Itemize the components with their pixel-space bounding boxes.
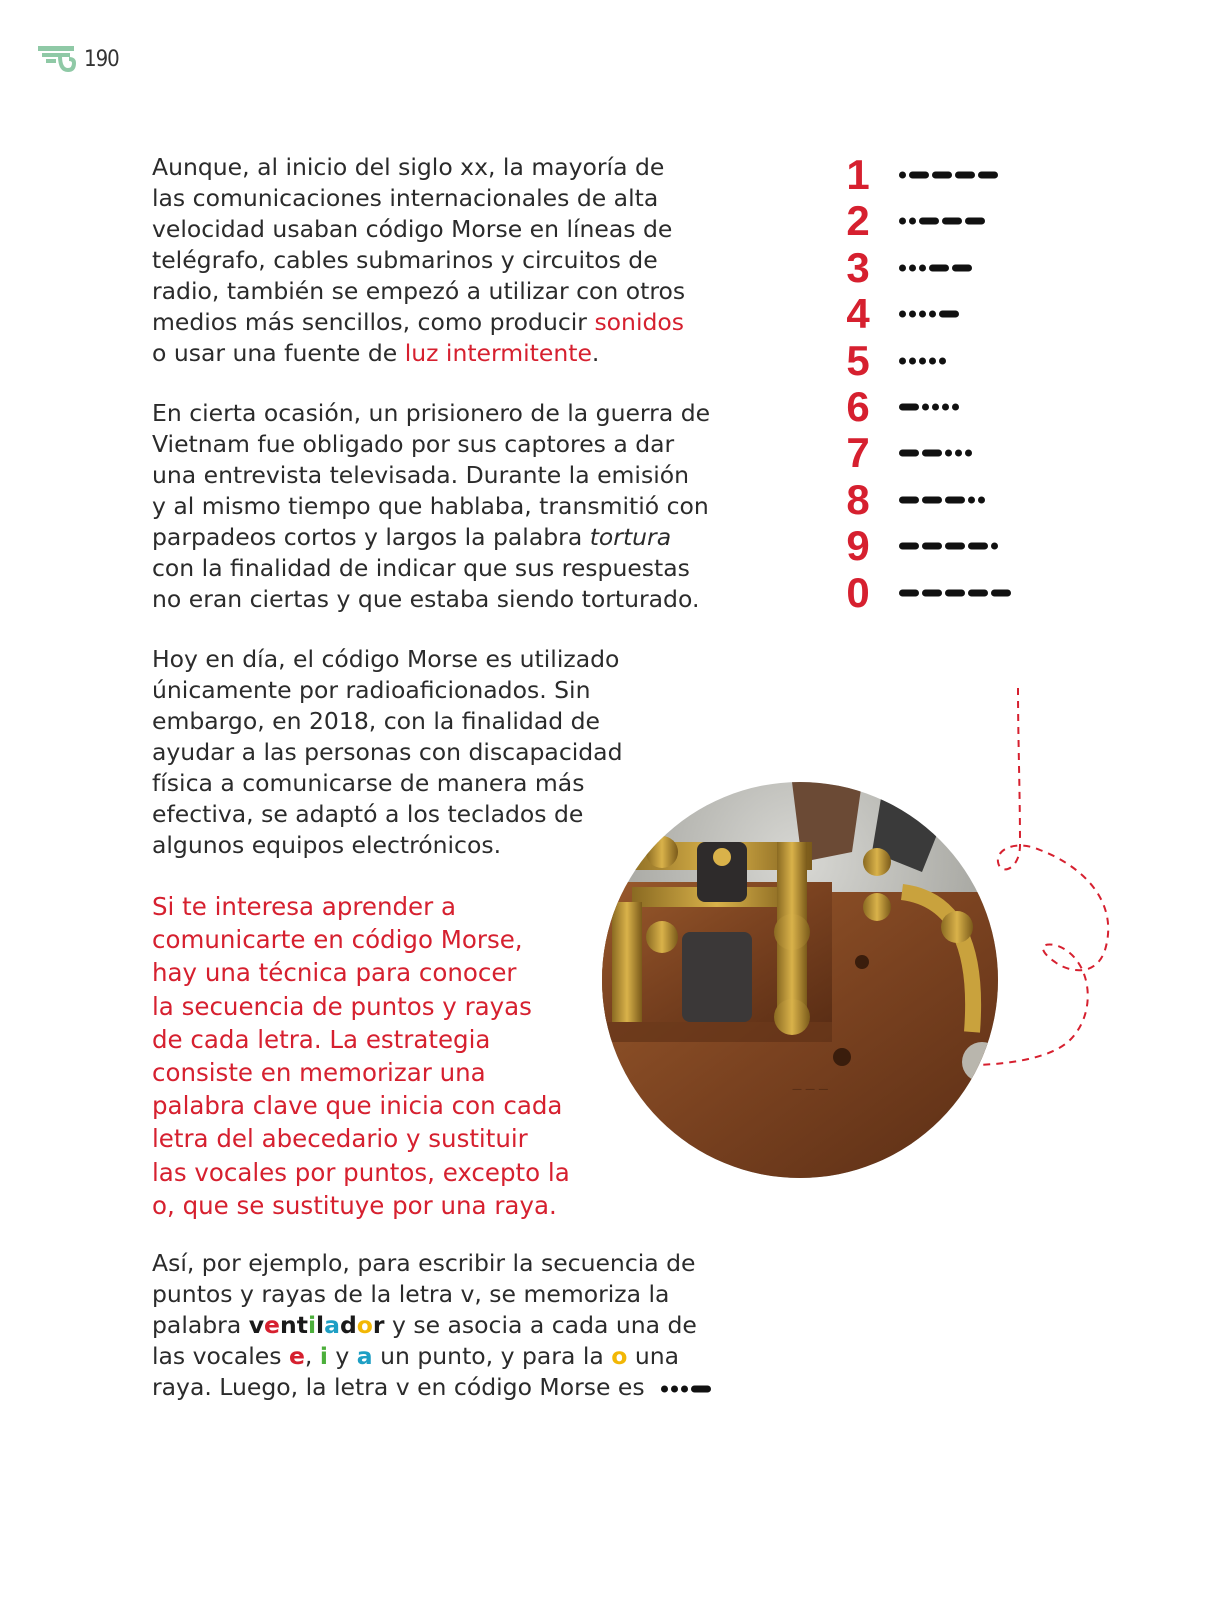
morse-dot	[929, 311, 936, 318]
keyword-letter: a	[324, 1311, 340, 1339]
intro-segment: luz intermitente	[404, 339, 592, 367]
morse-dash	[945, 496, 965, 503]
technique-line-2: comunicarte en código Morse,	[152, 925, 523, 955]
morse-dot	[671, 1385, 678, 1392]
technique-line-10: o, que se sustituye por una raya.	[152, 1190, 557, 1220]
paragraph-vietnam	[152, 398, 710, 615]
technique-line-9: las vocales por puntos, excepto la	[152, 1157, 570, 1187]
morse-dash	[929, 264, 949, 271]
technique-line-8: letra del abecedario y sustituir	[152, 1124, 528, 1154]
morse-digit: 2	[846, 197, 870, 245]
morse-dash	[691, 1385, 711, 1392]
morse-dash	[909, 172, 929, 179]
morse-dot	[952, 404, 959, 411]
morse-dash	[919, 218, 939, 225]
intro-line-3	[152, 214, 685, 245]
intro-line-1	[152, 152, 685, 183]
morse-digit: 7	[846, 429, 870, 477]
morse-dot	[681, 1385, 688, 1392]
keyword-letter: n	[279, 1311, 297, 1339]
morse-dash	[899, 496, 919, 503]
morse-dot	[909, 264, 916, 271]
morse-dot	[942, 404, 949, 411]
morse-dot	[991, 543, 998, 550]
morse-dash	[965, 218, 985, 225]
morse-dash	[899, 404, 919, 411]
technique-line-4: la secuencia de puntos y rayas	[152, 991, 532, 1021]
morse-number-row	[838, 523, 1058, 569]
morse-dash	[932, 172, 952, 179]
morse-code-digit-7	[898, 439, 975, 467]
morse-code-v	[660, 1382, 714, 1396]
morse-code-digit-0	[898, 579, 1014, 607]
keyword-letter: r	[372, 1311, 385, 1339]
paragraph-example	[152, 1248, 714, 1403]
today-line-6: efectiva, se adaptó a los teclados de	[152, 800, 584, 828]
morse-number-row	[838, 430, 1058, 476]
morse-code-digit-8	[898, 486, 988, 514]
morse-dash	[952, 264, 972, 271]
morse-dot	[929, 357, 936, 364]
vietnam-segment: tortura	[589, 523, 672, 551]
intro-segment: .	[591, 339, 600, 367]
morse-code-digit-5	[898, 347, 949, 375]
morse-dash	[939, 311, 959, 318]
morse-dot	[968, 496, 975, 503]
vietnam-segment: una entrevista televisada. Durante la emisión	[152, 461, 690, 489]
today-line-1: Hoy en día, el código Morse es utilizado	[152, 645, 620, 673]
technique-line-3: hay una técnica para conocer	[152, 958, 517, 988]
vietnam-segment: no eran ciertas y que estaba siendo torturado.	[152, 585, 700, 613]
intro-line-6	[152, 307, 685, 338]
morse-dot	[955, 450, 962, 457]
vietnam-line-7	[152, 584, 710, 615]
morse-digit: 5	[846, 336, 870, 384]
morse-code-digit-2	[898, 207, 988, 235]
keyword-letter: v	[248, 1311, 265, 1339]
vietnam-line-5	[152, 522, 710, 553]
morse-dash	[922, 496, 942, 503]
morse-dot	[899, 218, 906, 225]
morse-dash	[968, 589, 988, 596]
vietnam-segment: y al mismo tiempo que hablaba, transmitió con	[152, 492, 709, 520]
vietnam-line-2	[152, 429, 710, 460]
morse-dash	[922, 543, 942, 550]
intro-segment: radio, también se empezó a utilizar con otros	[152, 277, 686, 305]
example-line-2: puntos y rayas de la letra v, se memoriza la	[152, 1280, 670, 1308]
morse-dash	[945, 543, 965, 550]
morse-dash	[899, 589, 919, 596]
morse-dot	[919, 311, 926, 318]
morse-code-digit-3	[898, 254, 975, 282]
keyword-letter: e	[264, 1311, 280, 1339]
morse-dot	[945, 450, 952, 457]
morse-dash	[991, 589, 1011, 596]
svg-text:— — —: — — —	[792, 1084, 829, 1095]
keyword-letter: t	[296, 1311, 308, 1339]
morse-digit: 9	[846, 522, 870, 570]
intro-segment: Aunque, al inicio del siglo xx, la mayoría de	[152, 153, 665, 181]
intro-line-2	[152, 183, 685, 214]
vietnam-line-4	[152, 491, 710, 522]
vietnam-line-6	[152, 553, 710, 584]
morse-digit: 1	[846, 151, 870, 198]
vietnam-segment: Vietnam fue obligado por sus captores a dar	[152, 430, 675, 458]
vowel-i: i	[319, 1342, 328, 1370]
today-line-5: física a comunicarse de manera más	[152, 769, 585, 797]
morse-dot	[939, 357, 946, 364]
morse-code-digit-6	[898, 393, 962, 421]
morse-dot	[661, 1385, 668, 1392]
morse-dash	[899, 543, 919, 550]
intro-segment: o usar una fuente de	[152, 339, 405, 367]
vietnam-line-1	[152, 398, 710, 429]
morse-digit: 4	[846, 290, 870, 338]
today-line-4: ayudar a las personas con discapacidad	[152, 738, 623, 766]
vowel-o: o	[611, 1342, 628, 1370]
morse-dot	[899, 311, 906, 318]
section-logo-icon	[38, 44, 78, 74]
morse-dash	[955, 172, 975, 179]
morse-dot	[899, 264, 906, 271]
intro-line-5	[152, 276, 685, 307]
technique-line-1: Si te interesa aprender a	[152, 892, 457, 921]
intro-segment: medios más sencillos, como producir	[152, 308, 595, 336]
morse-dash	[978, 172, 998, 179]
morse-dot	[909, 311, 916, 318]
morse-dot	[909, 218, 916, 225]
keyword-letter: i	[307, 1311, 317, 1339]
vowel-a: a	[356, 1342, 373, 1370]
morse-dot	[899, 172, 906, 179]
morse-number-row	[838, 384, 1058, 430]
intro-segment: velocidad usaban código Morse en líneas de	[152, 215, 673, 243]
morse-dash	[968, 543, 988, 550]
morse-dash	[899, 450, 919, 457]
paragraph-today	[152, 644, 623, 861]
morse-code-digit-1	[898, 161, 1001, 189]
morse-digit: 0	[846, 568, 870, 616]
morse-number-row	[838, 152, 1058, 198]
intro-line-7	[152, 338, 685, 369]
morse-dot	[932, 404, 939, 411]
morse-number-row	[838, 245, 1058, 291]
today-line-7: algunos equipos electrónicos.	[152, 831, 502, 859]
vowel-e: e	[288, 1342, 305, 1370]
morse-dot	[909, 357, 916, 364]
technique-line-6: consiste en memorizar una	[152, 1058, 486, 1088]
morse-dot	[978, 496, 985, 503]
morse-number-row	[838, 570, 1058, 616]
vietnam-segment: con la finalidad de indicar que sus respuestas	[152, 554, 690, 582]
page-header	[38, 44, 119, 74]
morse-dot	[919, 357, 926, 364]
morse-dash	[922, 450, 942, 457]
morse-number-row	[838, 477, 1058, 523]
morse-dot	[919, 264, 926, 271]
vietnam-segment: parpadeos cortos y largos la palabra	[152, 523, 590, 551]
example-line-5: raya. Luego, la letra v en código Morse es	[152, 1372, 714, 1403]
keyword-letter: o	[356, 1311, 373, 1339]
morse-digit: 6	[846, 383, 870, 430]
keyword-letter: l	[316, 1311, 325, 1339]
morse-code-digit-9	[898, 532, 1001, 560]
technique-line-7: palabra clave que inicia con cada	[152, 1091, 563, 1121]
example-line-1: Así, por ejemplo, para escribir la secuencia de	[152, 1249, 696, 1277]
morse-dot	[965, 450, 972, 457]
telegraph-illustration	[602, 782, 998, 1178]
today-line-3: embargo, en 2018, con la finalidad de	[152, 707, 601, 735]
paragraph-intro	[152, 152, 685, 369]
morse-number-row	[838, 338, 1058, 384]
keyword-letter: d	[339, 1311, 357, 1339]
morse-dot	[899, 357, 906, 364]
morse-code-digit-4	[898, 300, 962, 328]
example-line-3: palabra ventilador y se asocia a cada una de	[152, 1311, 697, 1339]
telegraph-key-photo	[602, 782, 998, 1178]
page-number: 190	[84, 46, 119, 72]
today-line-2: únicamente por radioaficionados. Sin	[152, 676, 591, 704]
vietnam-segment: En cierta ocasión, un prisionero de la guerra de	[152, 399, 711, 427]
keyword-ventilador	[249, 1311, 385, 1339]
paragraph-technique	[152, 890, 570, 1222]
morse-dash	[922, 589, 942, 596]
morse-number-row	[838, 198, 1058, 244]
vietnam-line-3	[152, 460, 710, 491]
morse-digit: 3	[846, 243, 870, 291]
intro-segment: sonidos	[594, 308, 685, 336]
intro-line-4	[152, 245, 685, 276]
intro-segment: las comunicaciones internacionales de alta	[152, 184, 659, 212]
technique-line-5: de cada letra. La estrategia	[152, 1024, 491, 1054]
intro-segment: telégrafo, cables submarinos y circuitos de	[152, 246, 658, 274]
example-line-4: las vocales e, i y a un punto, y para la o una	[152, 1342, 680, 1370]
morse-digit: 8	[846, 475, 870, 523]
morse-number-row	[838, 291, 1058, 337]
morse-dash	[945, 589, 965, 596]
morse-dot	[922, 404, 929, 411]
morse-dash	[942, 218, 962, 225]
